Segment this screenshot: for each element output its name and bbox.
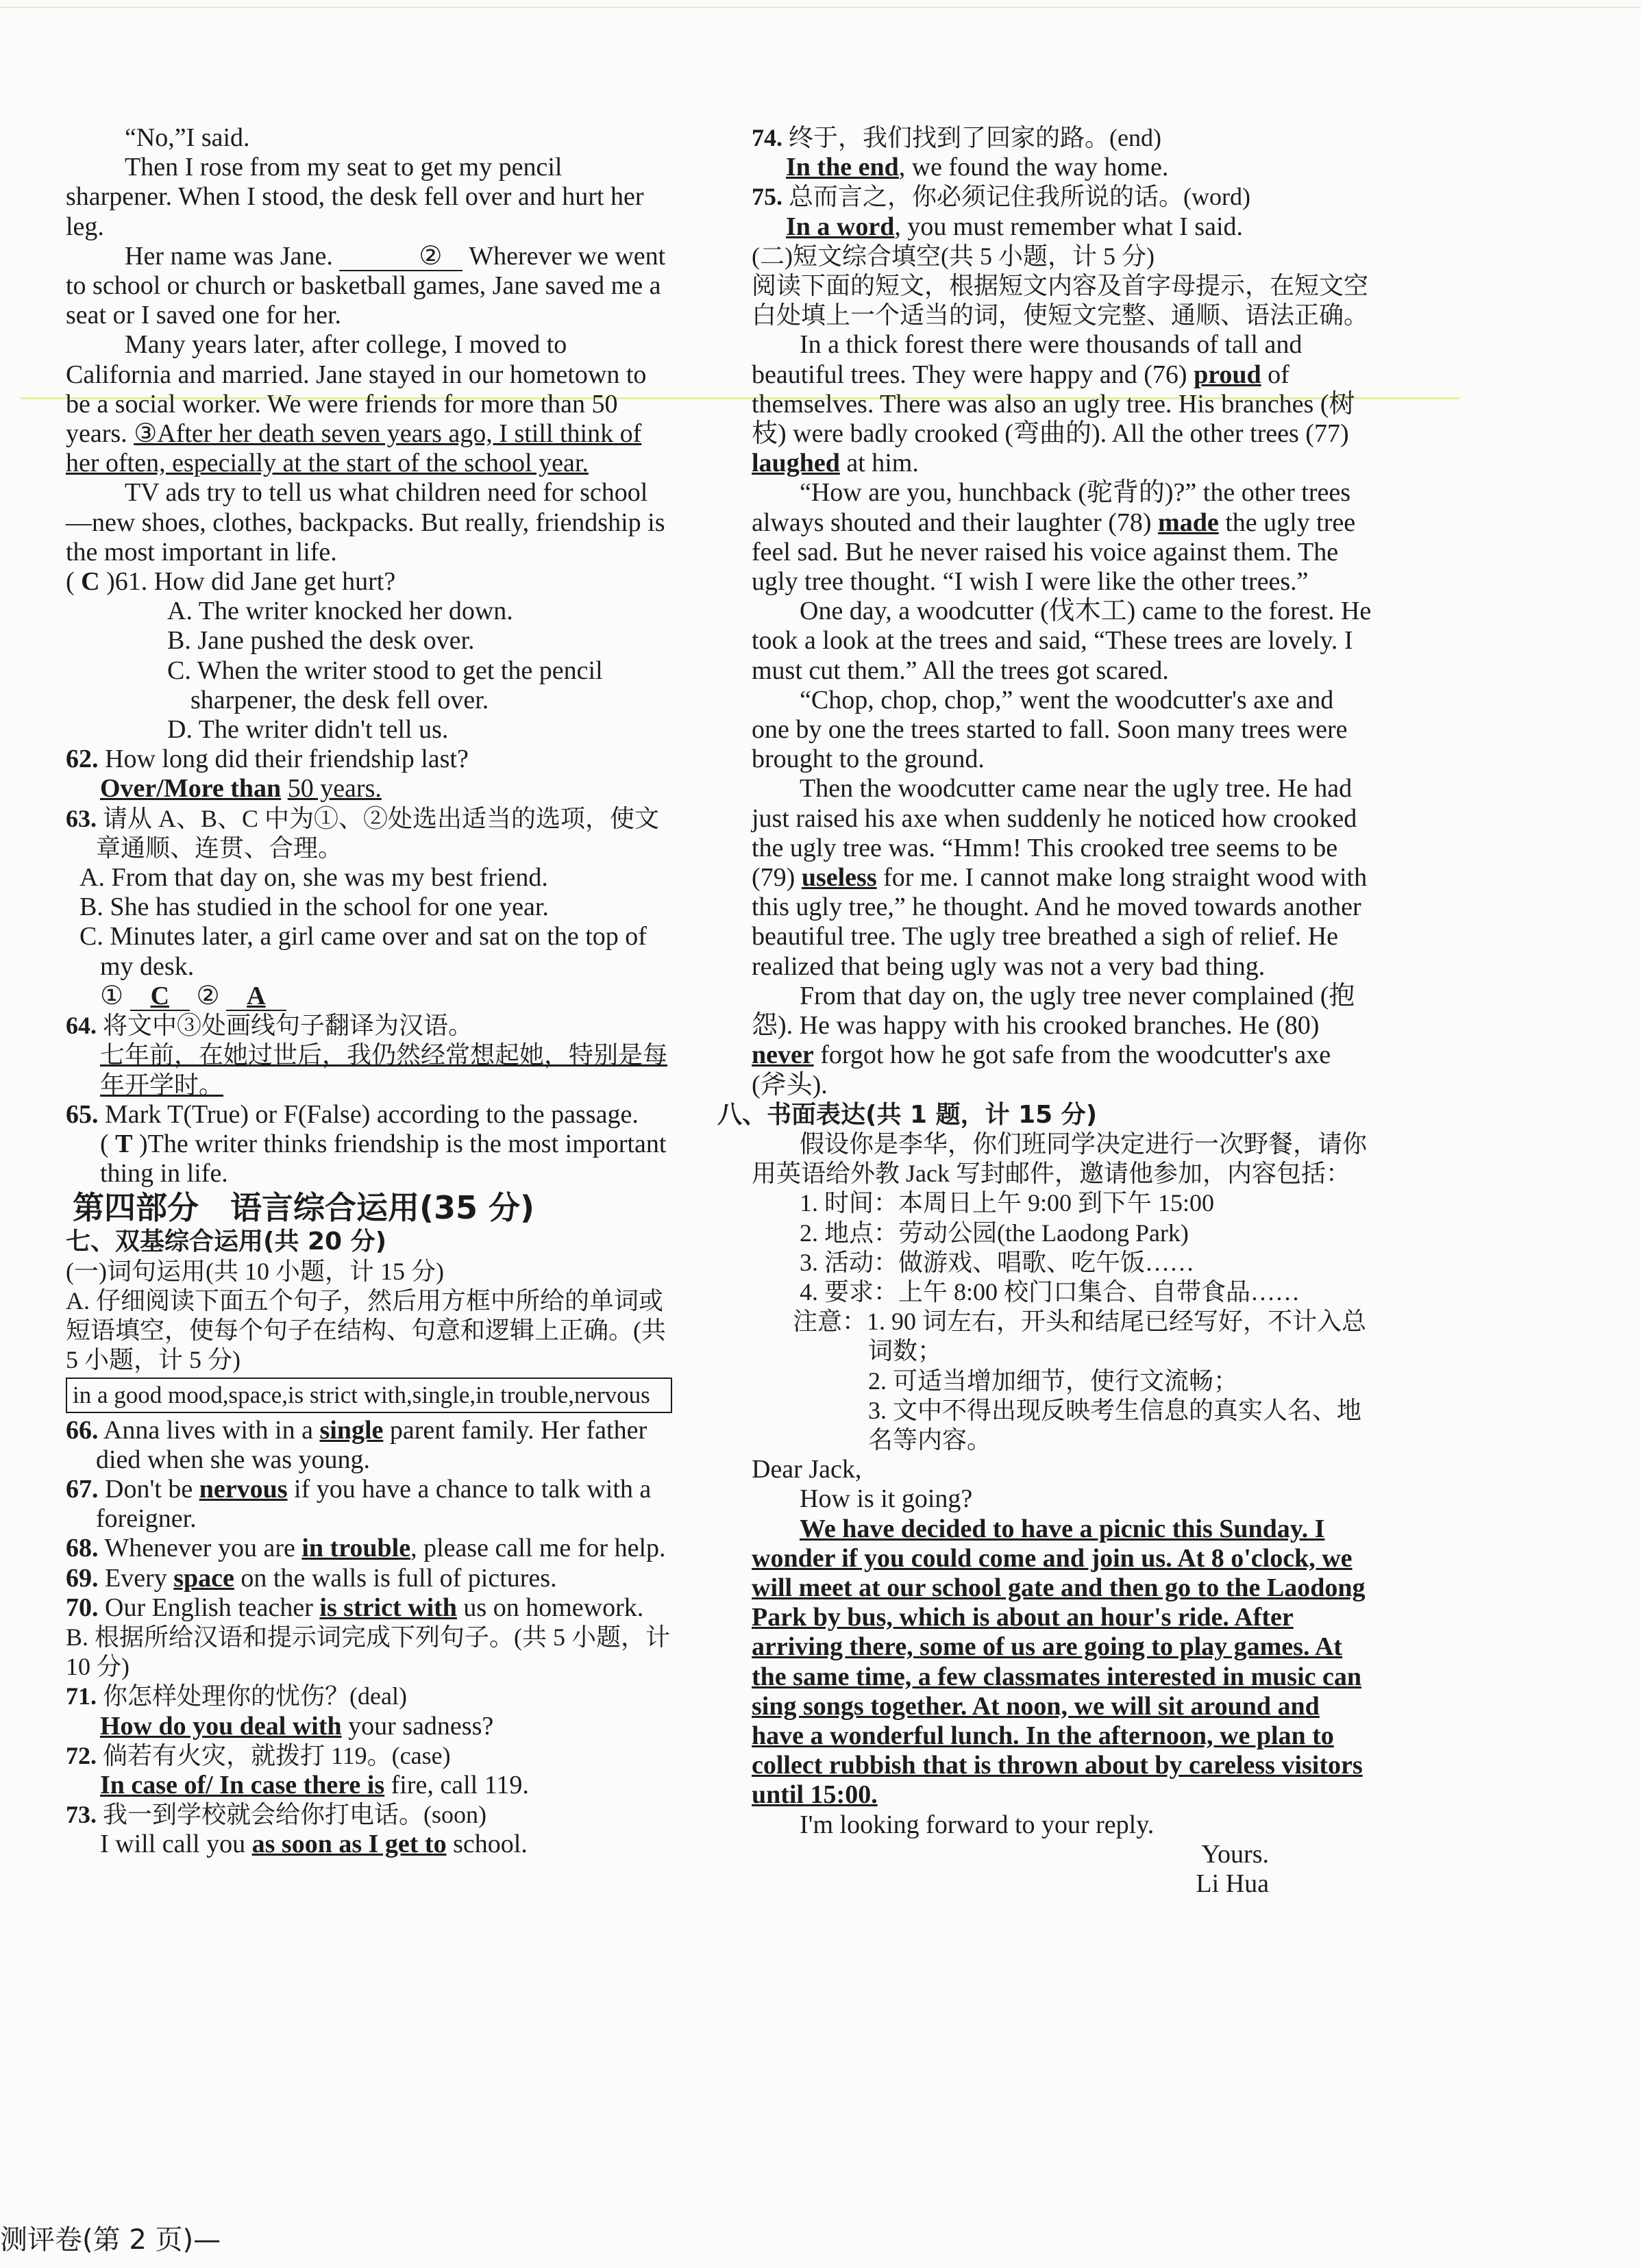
q73: 73. 我一到学校就会给你打电话。(soon)	[66, 1801, 486, 1829]
section-8-heading: 八、书面表达(共 1 题，计 15 分)	[717, 1100, 1098, 1129]
story-p5: TV ads try to tell us what children need for school—new shoes, clothes, backpacks. But really, friendship is the most important in life.	[66, 478, 665, 566]
story-p3: Her name was Jane. ② Wherever we went to school or church or basketball games, Jane saved me a seat or I saved one for her.	[66, 241, 666, 330]
q75: 75. 总而言之，你必须记住我所说的话。(word)	[752, 183, 1250, 211]
q67: 67. Don't be nervous if you have a chance to talk with a foreigner.	[66, 1474, 652, 1534]
q61-option-a: A. The writer knocked her down.	[167, 597, 513, 626]
right-column	[717, 123, 1372, 1899]
left-column	[66, 123, 672, 1860]
q61-option-c: C. When the writer stood to get the pencil sharpener, the desk fell over.	[167, 656, 603, 714]
letter-body: We have decided to have a picnic this Sunday. I wonder if you could come and join us. At 8 o'clock, we will meet at our school gate and then go to the Laodong Park by bus, which is about an hour's ride. After arriving there, some of us are going to play games. At the same time, a few classmates interested in music can sing songs together. At noon, we will sit around and have a wonderful lunch. In the afternoon, we plan to collect rubbish that is thrown about by careless visitors until 15:00.	[752, 1514, 1366, 1810]
letter-opening: How is it going?	[800, 1484, 973, 1514]
q62-answer: Over/More than 50 years.	[100, 774, 382, 803]
q70: 70. Our English teacher is strict with us on homework.	[66, 1593, 644, 1622]
section-7-a-instructions: A. 仔细阅读下面五个句子，然后用方框中所给的单词或短语填空，使每个句子在结构、句意和逻辑上正确。(共 5 小题，计 5 分)	[66, 1286, 666, 1374]
section-7-2: (二)短文综合填空(共 5 小题，计 5 分)	[752, 242, 1155, 270]
q64: 64. 将文中③处画线句子翻译为汉语。	[66, 1012, 473, 1040]
q71: 71. 你怎样处理你的忧伤？(deal)	[66, 1682, 407, 1710]
section-7-heading: 七、双基综合运用(共 20 分)	[66, 1228, 387, 1256]
answer-79: useless	[801, 863, 877, 893]
cloze-p4: “Chop, chop, chop,” went the woodcutter's axe and one by one the trees started to fall. Soon many trees were brought to the ground.	[752, 685, 1348, 774]
requirement-2: 2. 地点：劳动公园(the Laodong Park)	[800, 1219, 1189, 1247]
q61-option-d: D. The writer didn't tell us.	[167, 715, 449, 745]
section-7-1: (一)词句运用(共 10 小题，计 15 分)	[66, 1257, 444, 1285]
letter-greeting: Dear Jack,	[752, 1455, 862, 1484]
q66: 66. Anna lives with in a single parent family. Her father died when she was young.	[66, 1415, 647, 1474]
blank-2: ②	[339, 242, 462, 271]
page-footer: 测评卷(第 2 页)—	[0, 2224, 221, 2256]
q72-answer: In case of/ In case there is fire, call 119.	[100, 1770, 529, 1799]
cloze-p3: One day, a woodcutter (伐木工) came to the forest. He took a look at the trees and said, “These trees are lovely. I must cut them.” All the trees got scared.	[752, 597, 1372, 685]
answer-80: never	[752, 1040, 814, 1070]
note-2: 2. 可适当增加细节，使行文流畅；	[868, 1367, 1239, 1395]
q69: 69. Every space on the walls is full of pictures.	[66, 1563, 557, 1593]
q74-answer: In the end, we found the way home.	[786, 153, 1169, 182]
answer-78: made	[1158, 508, 1219, 537]
answer-76: proud	[1194, 360, 1261, 389]
story-p1: “No,”I said.	[125, 123, 250, 152]
requirement-3: 3. 活动：做游戏、唱歌、吃午饭……	[800, 1248, 1195, 1276]
q73-answer: I will call you as soon as I get to school.	[100, 1830, 528, 1859]
section-7-b-instructions: B. 根据所给汉语和提示词完成下列句子。(共 5 小题，计 10 分)	[66, 1623, 671, 1681]
section-7-2-instructions: 阅读下面的短文，根据短文内容及首字母提示，在短文空白处填上一个适当的词，使短文完整、通顺、语法正确。	[752, 272, 1369, 329]
q63-option-a: A. From that day on, she was my best friend.	[79, 863, 548, 893]
q62: 62. How long did their friendship last?	[66, 745, 469, 774]
requirement-4: 4. 要求：上午 8:00 校门口集合、自带食品……	[800, 1278, 1300, 1306]
q68: 68. Whenever you are in trouble, please call me for help.	[66, 1534, 666, 1563]
cloze-p5: Then the woodcutter came near the ugly tree. He had just raised his axe when suddenly he noticed how crooked the ugly tree was. “Hmm! This crooked tree seems to be (79) useless for me. I cannot make long straight wood with this ugly tree,” he thought. And he moved towards another beautiful tree. The ugly tree breathed a sigh of relief. He realized that being ugly was not a very bad thing.	[752, 774, 1368, 981]
cloze-p6: From that day on, the ugly tree never complained (抱怨). He was happy with his crooked branches. He (80) never forgot how he got safe from the woodcutter's axe (斧头).	[752, 981, 1355, 1099]
letter-closing: I'm looking forward to your reply.	[800, 1810, 1155, 1839]
q65: 65. Mark T(True) or F(False) according to the passage.	[66, 1099, 639, 1129]
q61-answer: C	[81, 567, 100, 597]
q63: 63. 请从 A、B、C 中为①、②处选出适当的选项，使文章通顺、连贯、合理。	[66, 804, 660, 862]
q63-answers: ① C ② A	[66, 982, 672, 1011]
q71-answer: How do you deal with your sadness?	[100, 1711, 494, 1741]
underlined-sentence-3: ③After her death seven years ago, I still think of her often, especially at the start of the school year.	[66, 419, 642, 478]
q72: 72. 倘若有火灾，就拨打 119。(case)	[66, 1741, 451, 1769]
part4-title: 第四部分 语言综合运用(35 分)	[73, 1189, 535, 1227]
letter-sign-yours: Yours.	[1201, 1839, 1269, 1869]
q63-option-c: C. Minutes later, a girl came over and sat on the top of my desk.	[79, 922, 647, 981]
section-8-instructions: 假设你是李华，你们班同学决定进行一次野餐，请你用英语给外教 Jack 写封邮件，邀请他参加，内容包括：	[752, 1130, 1368, 1188]
story-p4: Many years later, after college, I moved to California and married. Jane stayed in our hometown to be a social worker. We were friends for more than 50 years. ③After her death seven years ago, I still think of her often, especially at the start of the school year.	[66, 330, 647, 478]
q64-answer: 七年前，在她过世后，我仍然经常想起她，特别是每年开学时。	[100, 1041, 668, 1099]
q65-answer: ( T )The writer thinks friendship is the most important thing in life.	[100, 1129, 667, 1188]
q75-answer: In a word, you must remember what I said.	[786, 212, 1244, 241]
note-3: 3. 文中不得出现反映考生信息的真实人名、地名等内容。	[868, 1396, 1362, 1454]
cloze-p1: In a thick forest there were thousands of tall and beautiful trees. They were happy and (76) proud of themselves. There was also an ugly tree. His branches (树枝) were badly crooked (弯曲的). All the other trees (77) laughed at him.	[752, 330, 1355, 478]
word-box: in a good mood,space,is strict with,single,in trouble,nervous	[66, 1378, 672, 1412]
q61-option-b: B. Jane pushed the desk over.	[167, 626, 475, 656]
q74: 74. 终于，我们找到了回家的路。(end)	[752, 124, 1161, 151]
requirement-1: 1. 时间：本周日上午 9:00 到下午 15:00	[800, 1189, 1215, 1217]
story-p2: Then I rose from my seat to get my pencil sharpener. When I stood, the desk fell over and hurt her leg.	[66, 153, 644, 241]
q61: ( C )61. How did Jane get hurt?	[66, 567, 396, 597]
cloze-p2: “How are you, hunchback (驼背的)?” the other trees always shouted and their laughter (78) made the ugly tree feel sad. But he never raised his voice against them. The ugly tree thought. “I wish I were like the other trees.”	[752, 478, 1356, 597]
q63-option-b: B. She has studied in the school for one year.	[79, 893, 549, 922]
answer-77: laughed	[752, 449, 840, 478]
scan-top-edge	[0, 7, 1641, 8]
note-1: 注意：1. 90 词左右，开头和结尾已经写好，不计入总词数；	[793, 1308, 1367, 1365]
letter-sign-name: Li Hua	[1196, 1869, 1269, 1898]
